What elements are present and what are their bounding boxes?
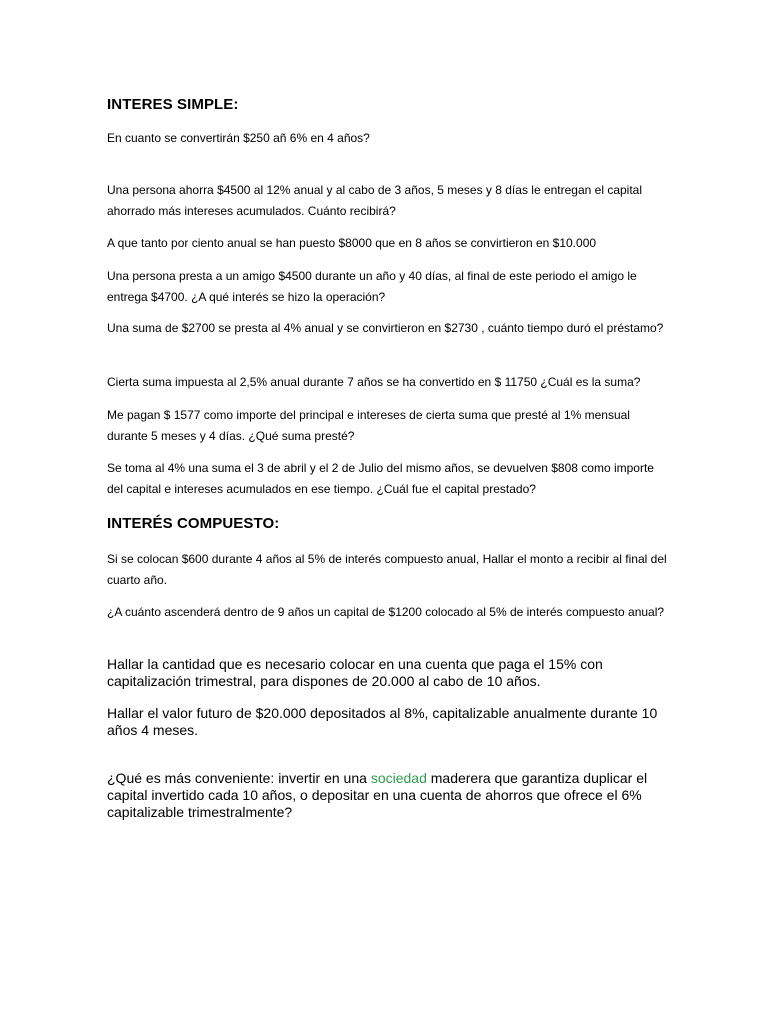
simple-problem-5: Una suma de $2700 se presta al 4% anual y se convirtieron en $2730 , cuánto tiempo duró el préstamo? (107, 321, 664, 335)
simple-problem-8: Se toma al 4% una suma el 3 de abril y el 2 de Julio del mismo años, se devuelven $808 como importe del capital e intereses acumulados en ese tiempo. ¿Cuál fue el capital prestado? (107, 461, 654, 496)
simple-problem-6: Cierta suma impuesta al 2,5% anual durante 7 años se ha convertido en $ 11750 ¿Cuál es la suma? (107, 375, 641, 389)
simple-problem-3: A que tanto por ciento anual se han puesto $8000 que en 8 años se convirtieron en $10.000 (107, 236, 597, 250)
sociedad-link[interactable]: sociedad (370, 770, 427, 786)
compound-problem-1: Si se colocan $600 durante 4 años al 5% de interés compuesto anual, Hallar el monto a recibir al final del cuarto año. (107, 552, 667, 587)
simple-problem-1: En cuanto se convertirán $250 añ 6% en 4 años? (107, 131, 370, 145)
simple-problem-4: Una persona presta a un amigo $4500 durante un año y 40 días, al final de este periodo el amigo le entrega $4700. ¿A qué interés se hizo la operación? (107, 269, 637, 304)
compound-problem-5 (107, 770, 667, 821)
compound-problem-3: Hallar la cantidad que es necesario colocar en una cuenta que paga el 15% con capitalización trimestral, para dispones de 20.000 al cabo de 10 años. (107, 656, 603, 689)
compound-problem-4: Hallar el valor futuro de $20.000 depositados al 8%, capitalizable anualmente durante 10 años 4 meses. (107, 705, 658, 738)
section-title-compound-interest: INTERÉS COMPUESTO: (107, 515, 280, 532)
simple-problem-2: Una persona ahorra $4500 al 12% anual y al cabo de 3 años, 5 meses y 8 días le entregan el capital ahorrado más intereses acumulados. Cuánto recibirá? (107, 183, 643, 218)
compound-problem-2: ¿A cuánto ascenderá dentro de 9 años un capital de $1200 colocado al 5% de interés compuesto anual? (107, 605, 665, 619)
section-title-simple-interest: INTERES SIMPLE: (107, 96, 239, 113)
simple-problem-7: Me pagan $ 1577 como importe del principal e intereses de cierta suma que presté al 1% mensual durante 5 meses y 4 días. ¿Qué suma presté? (107, 408, 630, 443)
question-text-before: ¿Qué es más conveniente: invertir en una (107, 770, 371, 786)
question-text-after: maderera que garantiza duplicar el capital invertido cada 10 años, o depositar en una cuenta de ahorros que ofrece el 6% capitalizable trimestralmente? (107, 770, 648, 820)
